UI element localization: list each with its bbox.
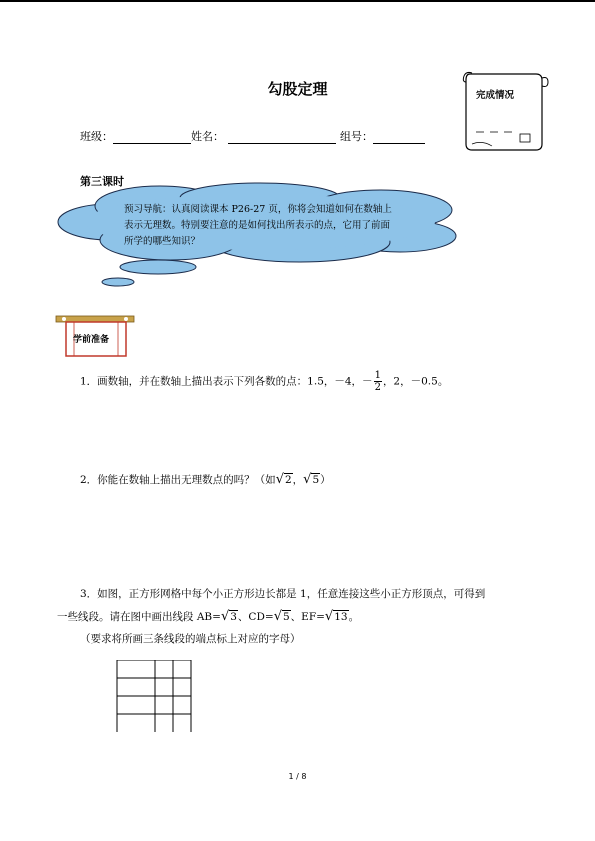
group-field[interactable] <box>373 131 425 144</box>
name-label: 姓名： <box>191 130 224 143</box>
preview-guide <box>124 202 424 250</box>
class-field[interactable] <box>113 131 191 144</box>
sqrt-radicand: 13 <box>334 611 348 623</box>
question-3-line-1: 3．如图，正方形网格中每个小正方形边长都是 1，任意连接这些小正方形顶点，可得到 <box>80 588 486 600</box>
separator: ， <box>292 474 304 486</box>
question-1 <box>80 370 448 393</box>
preview-line: 预习导航：认真阅读课本 P26-27 页，你将会知道如何在数轴上 <box>124 204 392 215</box>
sqrt-expression: √13 <box>324 609 348 624</box>
class-label: 班级： <box>80 130 113 143</box>
q3-text: 一些线段。请在图中画出线段 AB= <box>57 611 221 623</box>
completion-scroll-icon <box>462 68 552 154</box>
question-2-text: 2．你能在数轴上描出无理数点的吗？（如 <box>80 474 276 486</box>
section-label: 学前准备 <box>73 335 110 345</box>
sqrt-expression: √3 <box>220 609 237 624</box>
fraction <box>374 370 382 393</box>
sqrt-radicand: 5 <box>312 474 320 486</box>
square-grid[interactable] <box>115 660 197 734</box>
session-heading: 第三课时 <box>80 175 124 188</box>
question-3-note: （要求将所画三条线段的端点标上对应的字母） <box>80 633 301 645</box>
question-3-line-2 <box>57 609 359 624</box>
preview-line: 表示无理数。特别要注意的是如何找出所表示的点，它用了前面 <box>124 220 391 231</box>
sqrt-radicand: 3 <box>230 611 237 623</box>
page-number: 1 / 8 <box>288 772 307 781</box>
question-2 <box>80 472 331 487</box>
completion-label: 完成情况 <box>476 90 515 101</box>
page-title: 勾股定理 <box>267 80 328 98</box>
q3-text: 、EF= <box>290 611 325 623</box>
sqrt-radicand: 2 <box>284 474 292 486</box>
name-field[interactable] <box>228 131 336 144</box>
q3-text: 、CD= <box>237 611 274 623</box>
preview-line: 所学的哪些知识？ <box>124 236 201 247</box>
sqrt-radicand: 5 <box>282 611 290 623</box>
fraction-numerator: 1 <box>374 370 381 381</box>
question-1-tail: ，2，－0.5。 <box>382 375 449 388</box>
sqrt-expression: √2 <box>275 472 292 487</box>
group-label: 组号： <box>340 130 373 143</box>
student-info-line <box>80 128 425 144</box>
top-rule <box>0 0 595 2</box>
question-1-text: 1．画数轴，并在数轴上描出表示下列各数的点：1.5，－4，－ <box>80 375 373 388</box>
sqrt-expression: √5 <box>273 609 290 624</box>
question-2-tail: ） <box>320 474 331 486</box>
sqrt-expression: √5 <box>303 472 320 487</box>
q3-text: 。 <box>348 611 360 623</box>
fraction-denominator: 2 <box>374 382 381 393</box>
